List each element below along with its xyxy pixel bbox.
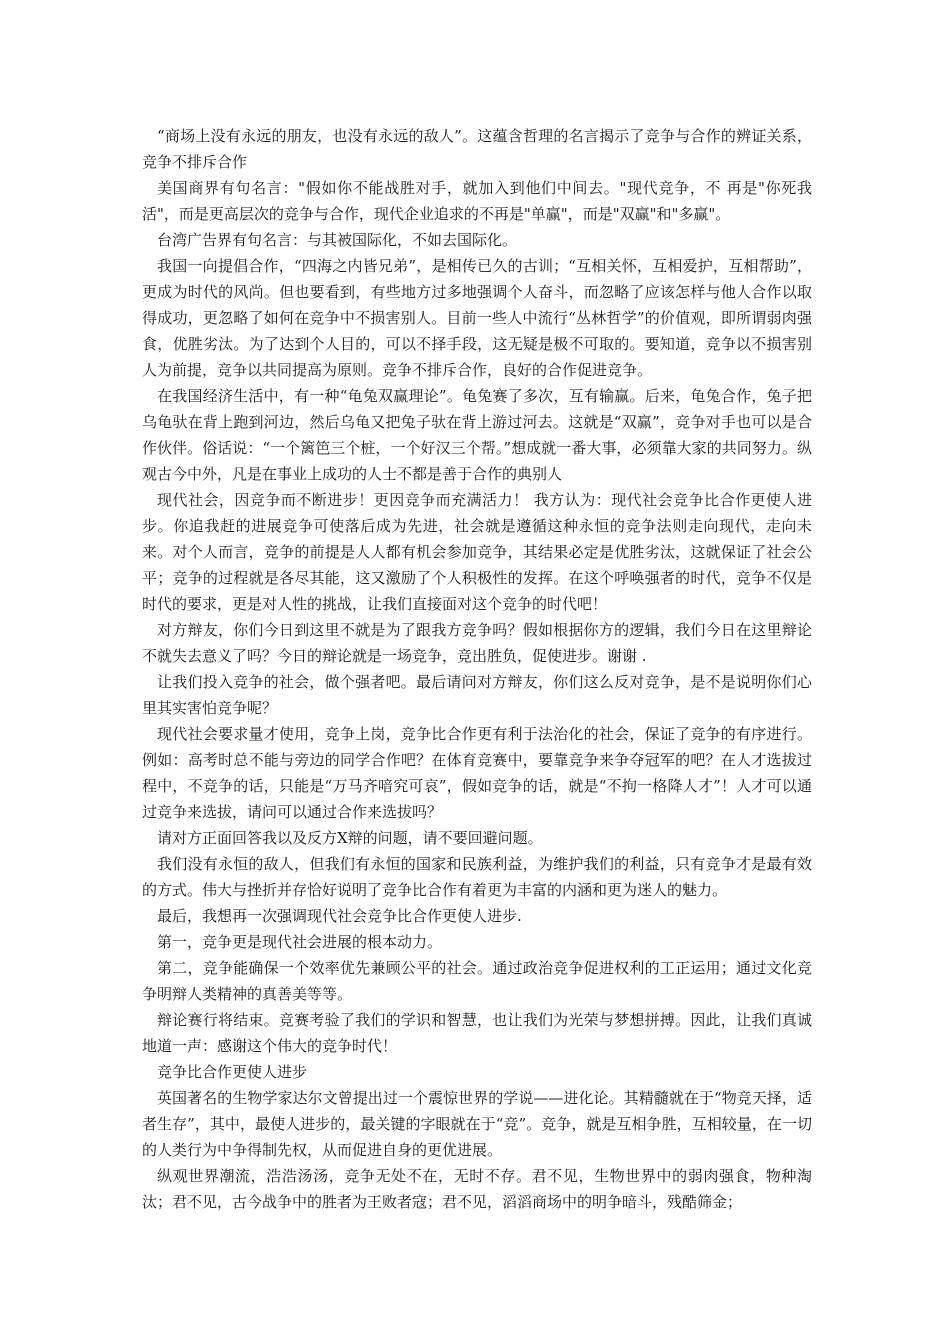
paragraph: 第二，竞争能确保一个效率优先兼顾公平的社会。通过政治竞争促进权利的工正运用；通过文化竞争明辩人类精神的真善美等等。 xyxy=(142,959,812,1003)
paragraph: 英国著名的生物学家达尔文曾提出过一个震惊世界的学说——进化论。其精髓就在于“物竞天择，适者生存”，其中，最使人进步的，最关键的字眼就在于“竞”。竞争，就是互相争胜，互相较量，在一切的人类行为中争得制先权，从而促进自身的更优进展。 xyxy=(142,1089,812,1159)
paragraph: 最后，我想再一次强调现代社会竞争比合作更使人进步. xyxy=(157,907,522,925)
paragraph: 台湾广告界有句名言：与其被国际化，不如去国际化。 xyxy=(157,231,518,249)
paragraph: 现代社会要求量才使用，竞争上岗，竞争比合作更有利于法治化的社会，保证了竞争的有序进行。例如：高考时总不能与旁边的同学合作吧？在体育竞赛中，要靠竞争来争夺冠军的吧？在人才选拔过程中，不竞争的话，只能是“万马齐喑究可哀”，假如竞争的话，就是“不拘一格降人才”！人才可以通过竞争来选拔，请问可以通过合作来选拔吗？ xyxy=(142,725,812,821)
paragraph: 我国一向提倡合作，“四海之内皆兄弟”，是相传已久的古训；“互相关怀，互相爱护，互相帮助”，更成为时代的风尚。但也要看到，有些地方过多地强调个人奋斗，而忽略了应该怎样与他人合作以取得成功，更忽略了如何在竞争中不损害别人。目前一些人中流行“丛林哲学”的价值观，即所谓弱肉强食，优胜劣汰。为了达到个人目的，可以不择手段，这无疑是极不可取的。要知道，竞争以不损害别人为前提，竞争以共同提高为原则。竞争不排斥合作，良好的合作促进竞争。 xyxy=(142,257,812,379)
paragraph: “商场上没有永远的朋友，也没有永远的敌人”。这蕴含哲理的名言揭示了竞争与合作的辨证关系，竞争不排斥合作 xyxy=(142,127,812,171)
paragraph: 现代社会，因竞争而不断进步！更因竞争而充满活力！ 我方认为：现代社会竞争比合作更使人进步。你追我赶的进展竞争可使落后成为先进，社会就是遵循这种永恒的竞争法则走向现代，走向未来。对个人而言，竞争的前提是人人都有机会参加竞争，其结果必定是优胜劣汰，这就保证了社会公平；竞争的过程就是各尽其能，这又激励了个人积极性的发挥。在这个呼唤强者的时代，竞争不仅是时代的要求，更是对人性的挑战，让我们直接面对这个竞争的时代吧！ xyxy=(142,491,812,613)
document-body xyxy=(142,123,812,1215)
paragraph: 美国商界有句名言："假如你不能战胜对手，就加入到他们中间去。"现代竞争，不 再是"你死我活"，而是更高层次的竞争与合作，现代企业追求的不再是"单赢"，而是"双赢"和"多赢"。 xyxy=(142,179,812,223)
paragraph: 请对方正面回答我以及反方X辩的问题，请不要回避问题。 xyxy=(157,829,543,847)
paragraph: 在我国经济生活中，有一种“龟兔双赢理论”。龟兔赛了多次，互有输赢。后来，龟兔合作，兔子把乌龟驮在背上跑到河边，然后乌龟又把兔子驮在背上游过河去。这就是“双赢”，竞争对手也可以是合作伙伴。俗话说：“一个篱笆三个桩，一个好汉三个帮。”想成就一番大事，必须靠大家的共同努力。纵观古今中外，凡是在事业上成功的人士不都是善于合作的典别人 xyxy=(142,387,812,483)
paragraph: 辩论赛行将结束。竞赛考验了我们的学识和智慧，也让我们为光荣与梦想拼搏。因此，让我们真诚地道一声：感谢这个伟大的竞争时代！ xyxy=(142,1011,812,1055)
paragraph: 第一，竞争更是现代社会进展的根本动力。 xyxy=(157,933,443,951)
paragraph: 我们没有永恒的敌人，但我们有永恒的国家和民族利益，为维护我们的利益，只有竞争才是最有效的方式。伟大与挫折并存恰好说明了竞争比合作有着更为丰富的内涵和更为迷人的魅力。 xyxy=(142,855,812,899)
section-heading: 竞争比合作更使人进步 xyxy=(157,1063,308,1081)
paragraph: 让我们投入竞争的社会，做个强者吧。最后请问对方辩友，你们这么反对竞争，是不是说明你们心里其实害怕竞争呢？ xyxy=(142,673,812,717)
paragraph: 对方辩友，你们今日到这里不就是为了跟我方竞争吗？假如根据你方的逻辑，我们今日在这里辩论不就失去意义了吗？今日的辩论就是一场竞争，竞出胜负，促使进步。谢谢 . xyxy=(142,621,812,665)
paragraph: 纵观世界潮流，浩浩汤汤，竞争无处不在，无时不存。君不见，生物世界中的弱肉强食，物种淘汰；君不见，古今战争中的胜者为王败者寇；君不见，滔滔商场中的明争暗斗，残酷筛金； xyxy=(142,1167,812,1211)
